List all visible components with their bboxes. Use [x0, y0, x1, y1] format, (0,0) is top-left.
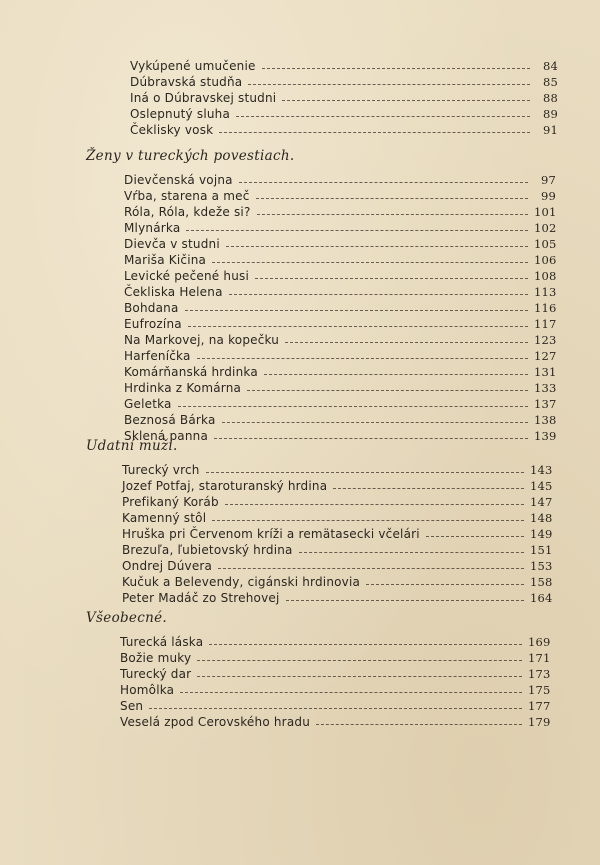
entry-title: Na Markovej, na kopečku [124, 333, 280, 347]
entry-page: 91 [542, 123, 558, 137]
toc-entry [124, 410, 556, 427]
leader-dashes [219, 122, 530, 133]
leader-dashes [316, 714, 522, 725]
leader-dashes [212, 510, 524, 521]
entry-page: 88 [542, 91, 558, 105]
toc-entry [120, 648, 550, 665]
toc-entry [120, 680, 550, 697]
toc-entry [130, 56, 558, 73]
toc-entry [124, 250, 556, 267]
entry-title: Čekliska Helena [124, 285, 223, 299]
entry-page: 173 [528, 667, 551, 681]
entry-page: 123 [534, 333, 557, 347]
entry-page: 153 [530, 559, 553, 573]
entry-page: 151 [530, 543, 553, 557]
entry-title: Sklená panna [124, 429, 208, 443]
toc-entry [124, 282, 556, 299]
leader-dashes [212, 252, 528, 263]
entry-title: Vykúpené umučenie [130, 59, 256, 73]
leader-dashes [333, 478, 524, 489]
leader-dashes [299, 542, 524, 553]
entry-page: 101 [534, 205, 557, 219]
entry-page: 171 [528, 651, 551, 665]
entry-title: Dúbravská studňa [130, 75, 243, 89]
entry-title: Mariša Kičina [124, 253, 207, 267]
toc-entry [130, 72, 558, 89]
entry-title: Hrdinka z Komárna [124, 381, 242, 395]
toc-entry [124, 394, 556, 411]
entry-page: 177 [528, 699, 551, 713]
leader-dashes [197, 666, 522, 677]
entry-page: 158 [530, 575, 553, 589]
entry-page: 143 [530, 463, 553, 477]
toc-entry [130, 104, 558, 121]
leader-dashes [257, 204, 528, 215]
section-heading: Ženy v tureckých povestiach. [86, 148, 295, 164]
toc-entry [124, 362, 556, 379]
toc-entry [120, 712, 550, 729]
toc-entry [120, 664, 550, 681]
entry-title: Harfeníčka [124, 349, 191, 363]
entry-title: Turecký dar [120, 667, 192, 681]
leader-dashes [255, 268, 528, 279]
leader-dashes [236, 106, 530, 117]
entry-title: Prefikaný Koráb [122, 495, 219, 509]
entry-page: 108 [534, 269, 557, 283]
entry-title: Geletka [124, 397, 172, 411]
leader-dashes [218, 558, 524, 569]
toc-entry [122, 508, 552, 525]
entry-title: Róla, Róla, kdeže si? [124, 205, 251, 219]
toc-entry [124, 234, 556, 251]
entry-page: 89 [542, 107, 558, 121]
entry-page: 85 [542, 75, 558, 89]
entry-title: Homôlka [120, 683, 175, 697]
entry-title: Kučuk a Belevendy, cigánski hrdinovia [122, 575, 361, 589]
toc-entry [124, 170, 556, 187]
leader-dashes [248, 74, 530, 85]
entry-title: Vŕba, starena a meč [124, 189, 250, 203]
entry-page: 145 [530, 479, 553, 493]
entry-title: Božie muky [120, 651, 192, 665]
entry-title: Peter Madáč zo Strehovej [122, 591, 280, 605]
leader-dashes [264, 364, 528, 375]
toc-entry [130, 120, 558, 137]
leader-dashes [256, 188, 528, 199]
entry-page: 99 [540, 189, 556, 203]
entry-title: Komárňanská hrdinka [124, 365, 258, 379]
toc-entry [122, 524, 552, 541]
toc-entry [122, 476, 552, 493]
toc-entry [122, 492, 552, 509]
entry-page: 137 [534, 397, 557, 411]
leader-dashes [180, 682, 522, 693]
entry-page: 175 [528, 683, 551, 697]
toc-entry [122, 540, 552, 557]
entry-title: Veselá zpod Cerovského hradu [120, 715, 310, 729]
entry-title: Turecký vrch [122, 463, 200, 477]
leader-dashes [262, 58, 530, 69]
entry-title: Eufrozína [124, 317, 182, 331]
entry-page: 113 [534, 285, 557, 299]
entry-title: Bohdana [124, 301, 179, 315]
toc-entry [124, 426, 556, 443]
leader-dashes [286, 590, 524, 601]
entry-title: Čeklisky vosk [130, 123, 214, 137]
entry-title: Mlynárka [124, 221, 181, 235]
leader-dashes [426, 526, 524, 537]
leader-dashes [188, 316, 528, 327]
toc-entry [124, 346, 556, 363]
leader-dashes [282, 90, 530, 101]
entry-page: 106 [534, 253, 557, 267]
toc-entry [124, 186, 556, 203]
leader-dashes [209, 634, 522, 645]
toc-entry [124, 330, 556, 347]
entry-page: 138 [534, 413, 557, 427]
entry-page: 105 [534, 237, 557, 251]
leader-dashes [222, 412, 529, 423]
entry-page: 179 [528, 715, 551, 729]
entry-page: 139 [534, 429, 557, 443]
toc-entry [130, 88, 558, 105]
entry-title: Kamenný stôl [122, 511, 207, 525]
entry-page: 117 [534, 317, 557, 331]
entry-page: 97 [540, 173, 556, 187]
entry-page: 169 [528, 635, 551, 649]
entry-page: 147 [530, 495, 553, 509]
toc-entry [124, 314, 556, 331]
entry-page: 164 [530, 591, 553, 605]
entry-page: 116 [534, 301, 557, 315]
leader-dashes [185, 300, 528, 311]
leader-dashes [366, 574, 524, 585]
entry-page: 148 [530, 511, 553, 525]
leader-dashes [226, 236, 528, 247]
toc-entry [120, 696, 550, 713]
leader-dashes [206, 462, 524, 473]
entry-title: Brezuľa, ľubietovský hrdina [122, 543, 293, 557]
leader-dashes [285, 332, 528, 343]
toc-entry [122, 588, 552, 605]
entry-title: Beznosá Bárka [124, 413, 216, 427]
toc-entry [122, 572, 552, 589]
leader-dashes [229, 284, 528, 295]
toc-entry [124, 202, 556, 219]
entry-title: Ondrej Dúvera [122, 559, 213, 573]
leader-dashes [225, 494, 524, 505]
entry-title: Turecká láska [120, 635, 204, 649]
toc-entry [124, 298, 556, 315]
entry-title: Iná o Dúbravskej studni [130, 91, 277, 105]
entry-title: Sen [120, 699, 144, 713]
entry-page: 102 [534, 221, 557, 235]
toc-entry [124, 378, 556, 395]
section-heading: Všeobecné. [86, 610, 167, 626]
toc-entry [120, 632, 550, 649]
entry-title: Oslepnutý sluha [130, 107, 231, 121]
toc-entry [122, 460, 552, 477]
toc-entry [124, 266, 556, 283]
leader-dashes [239, 172, 528, 183]
entry-title: Hruška pri Červenom kríži a remätasecki včelári [122, 527, 420, 541]
leader-dashes [247, 380, 528, 391]
toc-entry [124, 218, 556, 235]
entry-page: 133 [534, 381, 557, 395]
entry-title: Dievčenská vojna [124, 173, 233, 187]
toc-entry [122, 556, 552, 573]
entry-title: Jozef Potfaj, staroturanský hrdina [122, 479, 328, 493]
leader-dashes [186, 220, 528, 231]
leader-dashes [197, 348, 528, 359]
section-heading: Udatní muži. [86, 438, 178, 454]
entry-title: Levické pečené husi [124, 269, 249, 283]
entry-page: 84 [542, 59, 558, 73]
entry-page: 149 [530, 527, 553, 541]
leader-dashes [214, 428, 528, 439]
entry-page: 127 [534, 349, 557, 363]
entry-title: Dievča v studni [124, 237, 220, 251]
entry-page: 131 [534, 365, 557, 379]
leader-dashes [149, 698, 522, 709]
leader-dashes [178, 396, 528, 407]
leader-dashes [197, 650, 522, 661]
